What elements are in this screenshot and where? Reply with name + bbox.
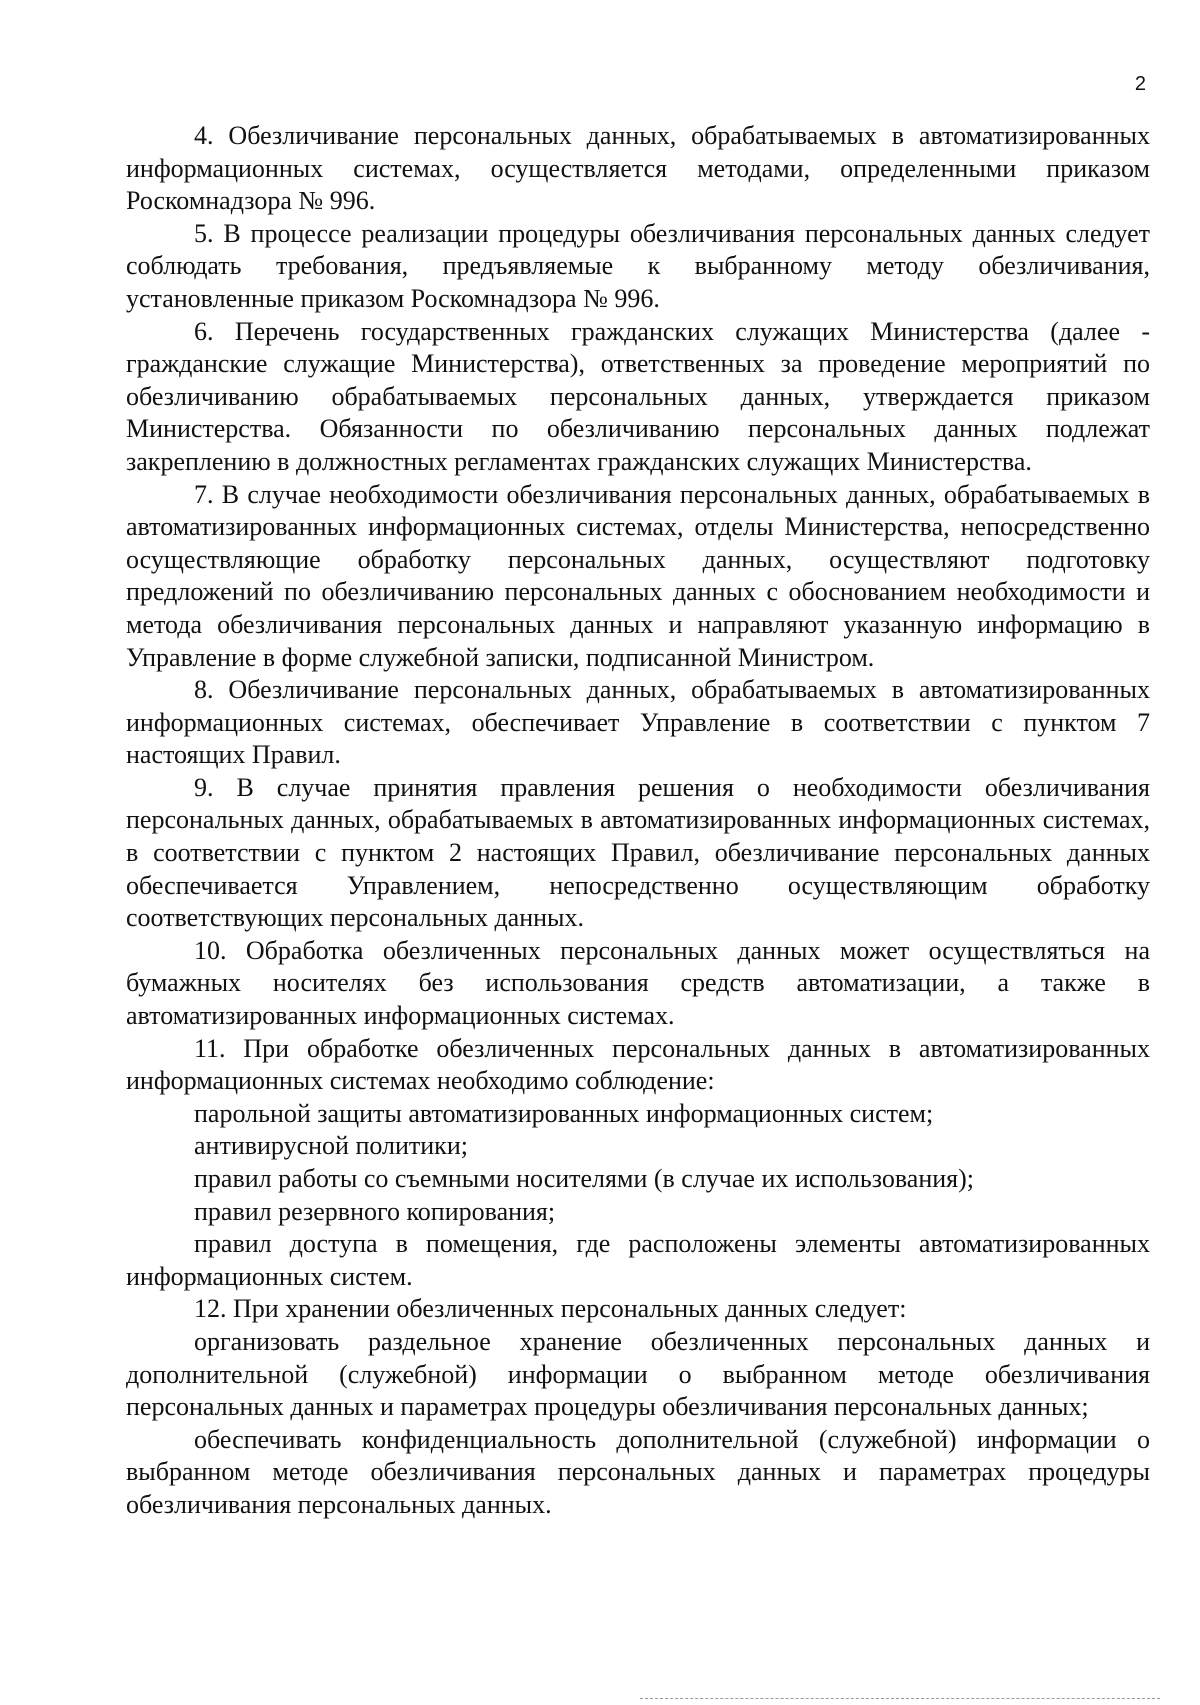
paragraph-7: 7. В случае необходимости обезличивания персональных данных, обрабатываемых в автоматизированных информационных системах, отделы Министерства, непосредственно осуществляющие обработку персональных данных, осуществляют подготовку предложений по обезличиванию персональных данных с обоснованием необходимости и метода обезличивания персональных данных и направляют указанную информацию в Управление в форме служебной записки, подписанной Министром. bbox=[126, 479, 1150, 672]
list-item-confidentiality: обеспечивать конфиденциальность дополнительной (служебной) информации о выбранном методе обезличивания персональных данных и параметрах процедуры обезличивания персональных данных. bbox=[126, 1424, 1150, 1519]
list-item-antivirus-policy: антивирусной политики; bbox=[194, 1131, 468, 1161]
paragraph-5: 5. В процессе реализации процедуры обезличивания персональных данных следует соблюдать требования, предъявляемые к выбранному методу обезличивания, установленные приказом Роскомнадзора № 996. bbox=[126, 218, 1150, 313]
list-item-password-protection: парольной защиты автоматизированных информационных систем; bbox=[194, 1098, 934, 1128]
paragraph-9: 9. В случае принятия правления решения о необходимости обезличивания персональных данных, обрабатываемых в автоматизированных информационных системах, в соответствии с пунктом 2 настоящих Правил, обезличивание персональных данных обеспечивается Управлением, непосредственно осуществляющим обработку соответствующих персональных данных. bbox=[126, 772, 1150, 933]
list-item-premises-access: правил доступа в помещения, где расположены элементы автоматизированных информационных систем. bbox=[126, 1229, 1150, 1291]
list-item-separate-storage: организовать раздельное хранение обезличенных персональных данных и дополнительной (служебной) информации о выбранном методе обезличивания персональных данных и параметрах процедуры обезличивания персональных данных; bbox=[126, 1326, 1150, 1422]
paragraph-12: 12. При хранении обезличенных персональных данных следует: bbox=[194, 1294, 907, 1324]
paragraph-8: 8. Обезличивание персональных данных, обрабатываемых в автоматизированных информационных системах, обеспечивает Управление в соответствии с пунктом 7 настоящих Правил. bbox=[126, 675, 1150, 770]
document-body bbox=[126, 120, 1150, 1522]
paragraph-6: 6. Перечень государственных гражданских служащих Министерства (далее - гражданские служащие Министерства), ответственных за проведение мероприятий по обезличиванию обрабатываемых персональных данных, утверждается приказом Министерства. Обязанности по обезличиванию персональных данных подлежат закреплению в должностных регламентах гражданских служащих Министерства. bbox=[126, 316, 1150, 476]
list-item-removable-media: правил работы со съемными носителями (в случае их использования); bbox=[194, 1164, 974, 1193]
list-item-backup-rules: правил резервного копирования; bbox=[194, 1196, 556, 1226]
footer-scan-line bbox=[640, 1698, 1160, 1702]
paragraph-11: 11. При обработке обезличенных персональных данных в автоматизированных информационных системах необходимо соблюдение: bbox=[126, 1033, 1150, 1096]
paragraph-10: 10. Обработка обезличенных персональных данных может осуществляться на бумажных носителях без использования средств автоматизации, а также в автоматизированных информационных системах. bbox=[126, 935, 1150, 1031]
page-number: 2 bbox=[1134, 73, 1146, 95]
paragraph-4: 4. Обезличивание персональных данных, обрабатываемых в автоматизированных информационных системах, осуществляется методами, определенными приказом Роскомнадзора № 996. bbox=[126, 121, 1150, 216]
